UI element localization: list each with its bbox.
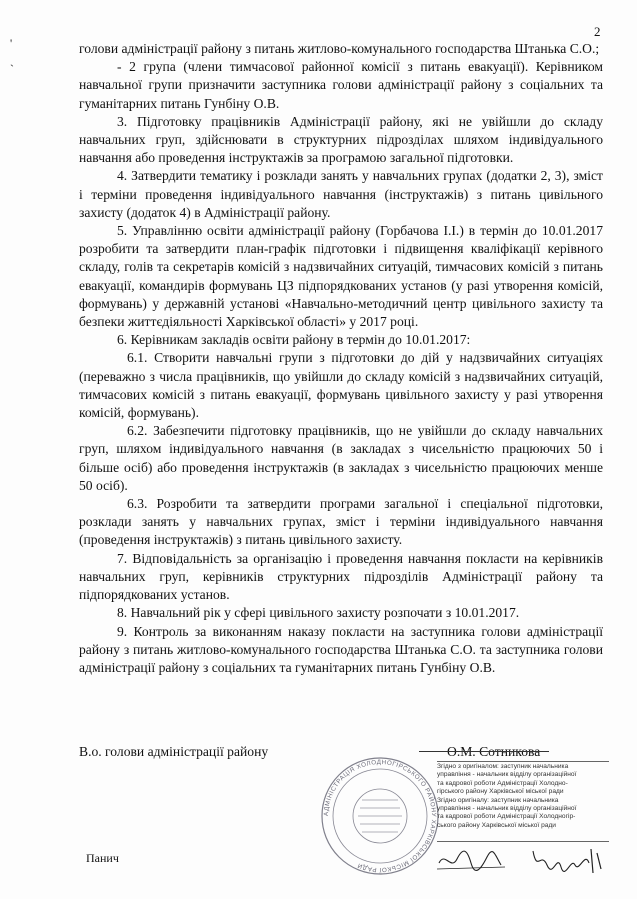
margin-mark: ` xyxy=(10,62,14,76)
certification-line: гірського району Харківської міської ради xyxy=(437,788,564,796)
paragraph: 6.3. Розробити та затвердити програми загальної і спеціальної підготовки, розклади занять у навчальних групах, зміст і терміни індивідуального навчання (проведення інструктажів) з питань цивільного захисту. xyxy=(79,496,603,548)
seal-ring-text: АДМІНІСТРАЦІЯ ХОЛОДНОГІРСЬКОГО РАЙОНУ ХАРКІВСЬКОЇ МІСЬКОЇ РАДИ xyxy=(322,758,438,874)
executor-name: Панич xyxy=(86,851,119,865)
certification-line: Згідно оригіналу: заступник начальника xyxy=(437,796,559,804)
certification-bottom-rule xyxy=(437,841,609,842)
certification-block xyxy=(437,763,607,839)
certification-line: управління - начальник відділу організаційної xyxy=(437,805,577,813)
paragraph: 3. Підготовку працівників Адміністрації району, які не увійшли до складу навчальних груп, здійснювати в структурних підрозділах шляхом індивідуального навчання або проведення інструктажів за програмою загальної підготовки. xyxy=(79,113,603,166)
paragraph: 9. Контроль за виконанням наказу покласти на заступника голови адміністрації району з питань житлово-комунального господарства Штанька С.О. та заступника голови адміністрації району з соціальних та гуманітарних питань Гунбіну О.В. xyxy=(79,623,603,675)
paragraph: 7. Відповідальність за організацію і проведення навчання покласти на керівників навчальних груп, керівників структурних підрозділів Адміністрації району та підпорядкованих установ. xyxy=(79,550,603,603)
paragraph: 5. Управлінню освіти адміністрації району (Горбачова І.І.) в термін до 10.01.2017 розробити та затвердити план-графік підготовки і підвищення кваліфікації керівного складу, голів та секретарів комісій з надзвичайних ситуацій, тимчасових комісій з питань евакуації, командирів формувань ЦЗ підпорядкованих установ (у разі утворення комісій, формувань) у державній установі «Навчально-методичний центр цивільного захисту та безпеки життєдіяльності Харківської області» у 2017 році. xyxy=(79,223,603,330)
paragraph: 6.2. Забезпечити підготовку працівників, що не увійшли до складу навчальних груп, шляхом індивідуального навчання (в закладах з чисельністю працюючих 50 і більше осіб) або проведення інструктажів (в закладах з чисельністю працюючих менше 50 осіб). xyxy=(79,423,603,493)
certification-line: Згідно з оригіналом: заступник начальника xyxy=(437,763,569,770)
certification-line: ського району Харківської міської ради xyxy=(437,821,556,829)
certification-line: та кадрової роботи Адміністрації Холодно- xyxy=(437,779,568,787)
signature-strike-line xyxy=(419,751,549,752)
paragraph: голови адміністрації району з питань житлово-комунального господарства Штанька С.О.; xyxy=(79,41,600,56)
handwritten-signatures xyxy=(435,843,610,877)
certification-line: та кадрової роботи Адміністрації Холодногір- xyxy=(437,813,576,821)
paragraph: 6.1. Створити навчальні групи з підготовки до дій у надзвичайних ситуаціях (переважно з числа працівників, що увійшли до складу комісій з надзвичайних ситуацій, тимчасових комісій з питань евакуації, формувань цивільного захисту у разі утворення комісій, формувань). xyxy=(79,350,603,421)
signatory-position: В.о. голови адміністрації району xyxy=(79,744,269,759)
certification-line: управління - начальник відділу організаційної xyxy=(437,771,577,779)
paragraph: 8. Навчальний рік у сфері цивільного захисту розпочати з 10.01.2017. xyxy=(117,605,520,621)
paragraph: - 2 група (члени тимчасової районної комісії з питань евакуації). Керівником навчальної групи призначити заступника голови адміністрації району з соціальних та гуманітарних питань Гунбіну О.В. xyxy=(79,59,603,111)
paragraph: 6. Керівникам закладів освіти району в термін до 10.01.2017: xyxy=(117,332,471,348)
paragraph: 4. Затвердити тематику і розклади занять у навчальних групах (додатки 2, 3), зміст і терміни проведення індивідуального навчання (інструктажів) з питань цивільного захисту (додаток 4) в Адміністрації району. xyxy=(79,168,603,220)
official-seal-stamp xyxy=(318,754,442,878)
margin-mark: ' xyxy=(10,36,13,50)
body-text xyxy=(79,40,603,677)
certification-top-rule xyxy=(437,761,609,762)
page-number: 2 xyxy=(594,24,601,39)
signatory-name: О.М. Сотникова xyxy=(447,744,541,759)
